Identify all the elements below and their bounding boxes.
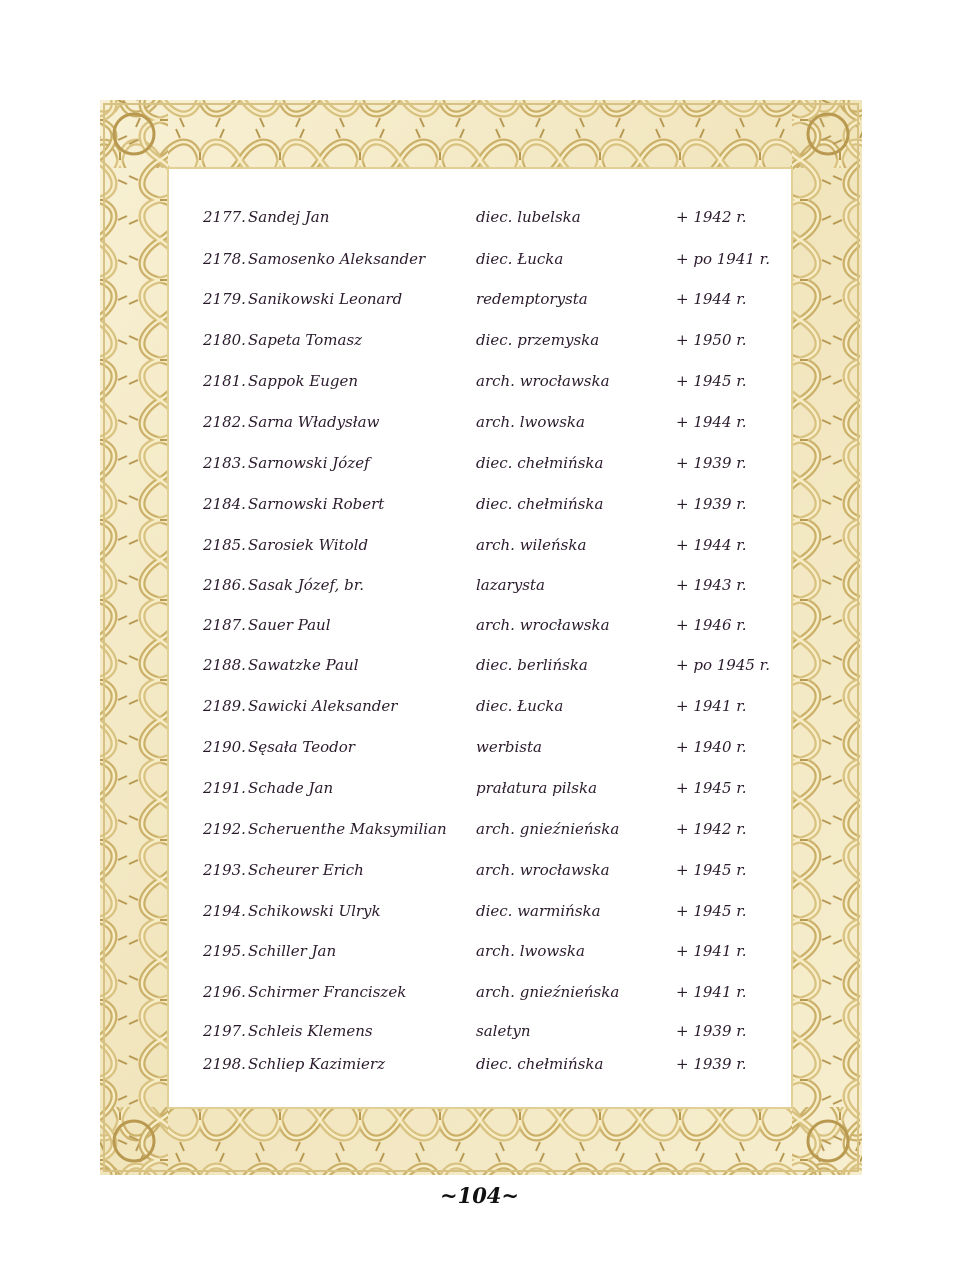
entry-date: + 1945 r. bbox=[676, 861, 747, 879]
entry-date: + 1939 r. bbox=[676, 1022, 747, 1040]
entry-name: Sappok Eugen bbox=[248, 372, 359, 390]
entry-affiliation: arch. wrocławska bbox=[476, 861, 610, 879]
list-item bbox=[0, 530, 959, 560]
entry-number: 2193. bbox=[203, 861, 246, 879]
entry-number: 2196. bbox=[203, 983, 246, 1001]
entry-date: + 1939 r. bbox=[676, 1055, 747, 1073]
list-item bbox=[0, 284, 959, 314]
entry-name: Schirmer Franciszek bbox=[248, 983, 407, 1001]
list-item bbox=[0, 773, 959, 803]
entry-number: 2181. bbox=[203, 372, 246, 390]
entry-date: + 1945 r. bbox=[676, 902, 747, 920]
entry-number: 2184. bbox=[203, 495, 246, 513]
entry-name: Sarna Władysław bbox=[248, 413, 380, 431]
entry-date: + 1946 r. bbox=[676, 616, 747, 634]
list-item bbox=[0, 936, 959, 966]
list-item bbox=[0, 814, 959, 844]
entry-name: Sęsała Teodor bbox=[248, 738, 355, 756]
list-item bbox=[0, 610, 959, 640]
entry-number: 2187. bbox=[203, 616, 246, 634]
entry-affiliation: diec. chełmińska bbox=[476, 495, 604, 513]
entry-name: Sapeta Tomasz bbox=[248, 331, 363, 349]
list-item bbox=[0, 202, 959, 232]
list-item bbox=[0, 366, 959, 396]
entry-affiliation: diec. lubelska bbox=[476, 208, 581, 226]
entry-number: 2179. bbox=[203, 290, 246, 308]
entry-affiliation: diec. berlińska bbox=[476, 656, 588, 674]
entry-date: + 1941 r. bbox=[676, 983, 747, 1001]
list-item bbox=[0, 691, 959, 721]
entry-number: 2183. bbox=[203, 454, 246, 472]
entry-affiliation: saletyn bbox=[476, 1022, 531, 1040]
entry-affiliation: lazarysta bbox=[476, 576, 545, 594]
entry-number: 2195. bbox=[203, 942, 246, 960]
list-item bbox=[0, 977, 959, 1007]
entry-name: Schliep Kazimierz bbox=[248, 1055, 385, 1073]
entry-name: Sauer Paul bbox=[248, 616, 331, 634]
entry-name: Sarosiek Witold bbox=[248, 536, 369, 554]
entry-date: + 1942 r. bbox=[676, 820, 747, 838]
entry-name: Sawicki Aleksander bbox=[248, 697, 398, 715]
entry-affiliation: diec. warmińska bbox=[476, 902, 601, 920]
list-item bbox=[0, 1016, 959, 1046]
entry-number: 2178. bbox=[203, 250, 246, 268]
entry-number: 2185. bbox=[203, 536, 246, 554]
entry-affiliation: diec. przemyska bbox=[476, 331, 600, 349]
list-item bbox=[0, 325, 959, 355]
entry-affiliation: arch. wileńska bbox=[476, 536, 587, 554]
entry-name: Sarnowski Józef bbox=[248, 454, 370, 472]
entry-number: 2180. bbox=[203, 331, 246, 349]
entry-number: 2182. bbox=[203, 413, 246, 431]
list-item bbox=[0, 896, 959, 926]
entry-date: + 1942 r. bbox=[676, 208, 747, 226]
list-item bbox=[0, 855, 959, 885]
entry-number: 2177. bbox=[203, 208, 246, 226]
entry-date: + 1944 r. bbox=[676, 413, 747, 431]
entry-affiliation: diec. Łucka bbox=[476, 250, 564, 268]
entry-name: Scheruenthe Maksymilian bbox=[248, 820, 447, 838]
entry-name: Schiller Jan bbox=[248, 942, 337, 960]
entry-date: + 1945 r. bbox=[676, 372, 747, 390]
entry-name: Schade Jan bbox=[248, 779, 334, 797]
entry-date: + 1943 r. bbox=[676, 576, 747, 594]
entry-number: 2189. bbox=[203, 697, 246, 715]
list-item bbox=[0, 1049, 959, 1079]
list-item bbox=[0, 448, 959, 478]
entry-name: Sandej Jan bbox=[248, 208, 330, 226]
entry-name: Samosenko Aleksander bbox=[248, 250, 426, 268]
entry-date: + 1939 r. bbox=[676, 454, 747, 472]
entry-affiliation: redemptorysta bbox=[476, 290, 588, 308]
entry-date: + 1939 r. bbox=[676, 495, 747, 513]
list-item bbox=[0, 650, 959, 680]
entry-date: + po 1945 r. bbox=[676, 656, 770, 674]
entry-affiliation: diec. Łucka bbox=[476, 697, 564, 715]
entry-name: Scheurer Erich bbox=[248, 861, 364, 879]
entry-name: Sarnowski Robert bbox=[248, 495, 385, 513]
entry-affiliation: arch. gnieźnieńska bbox=[476, 983, 620, 1001]
entry-name: Sasak Józef, br. bbox=[248, 576, 364, 594]
list-item bbox=[0, 489, 959, 519]
entry-date: + 1950 r. bbox=[676, 331, 747, 349]
entry-number: 2192. bbox=[203, 820, 246, 838]
entry-number: 2186. bbox=[203, 576, 246, 594]
entry-number: 2197. bbox=[203, 1022, 246, 1040]
entry-number: 2198. bbox=[203, 1055, 246, 1073]
entry-date: + 1945 r. bbox=[676, 779, 747, 797]
entry-affiliation: arch. lwowska bbox=[476, 942, 585, 960]
entry-name: Schikowski Ulryk bbox=[248, 902, 381, 920]
list-item bbox=[0, 570, 959, 600]
entry-affiliation: diec. chełmińska bbox=[476, 454, 604, 472]
entry-number: 2188. bbox=[203, 656, 246, 674]
entry-number: 2190. bbox=[203, 738, 246, 756]
entry-date: + 1944 r. bbox=[676, 290, 747, 308]
entry-affiliation: arch. wrocławska bbox=[476, 616, 610, 634]
entry-affiliation: arch. lwowska bbox=[476, 413, 585, 431]
entry-name: Schleis Klemens bbox=[248, 1022, 373, 1040]
entry-name: Sanikowski Leonard bbox=[248, 290, 403, 308]
entry-date: + 1940 r. bbox=[676, 738, 747, 756]
entry-number: 2191. bbox=[203, 779, 246, 797]
entry-date: + 1941 r. bbox=[676, 942, 747, 960]
entry-date: + po 1941 r. bbox=[676, 250, 770, 268]
list-item bbox=[0, 407, 959, 437]
entry-date: + 1944 r. bbox=[676, 536, 747, 554]
list-item bbox=[0, 732, 959, 762]
entry-affiliation: arch. gnieźnieńska bbox=[476, 820, 620, 838]
entry-name: Sawatzke Paul bbox=[248, 656, 359, 674]
page-number: ~104~ bbox=[439, 1183, 520, 1208]
entry-affiliation: arch. wrocławska bbox=[476, 372, 610, 390]
list-item bbox=[0, 244, 959, 274]
entry-number: 2194. bbox=[203, 902, 246, 920]
entry-date: + 1941 r. bbox=[676, 697, 747, 715]
entry-affiliation: prałatura pilska bbox=[476, 779, 598, 797]
entry-affiliation: diec. chełmińska bbox=[476, 1055, 604, 1073]
entry-affiliation: werbista bbox=[476, 738, 542, 756]
